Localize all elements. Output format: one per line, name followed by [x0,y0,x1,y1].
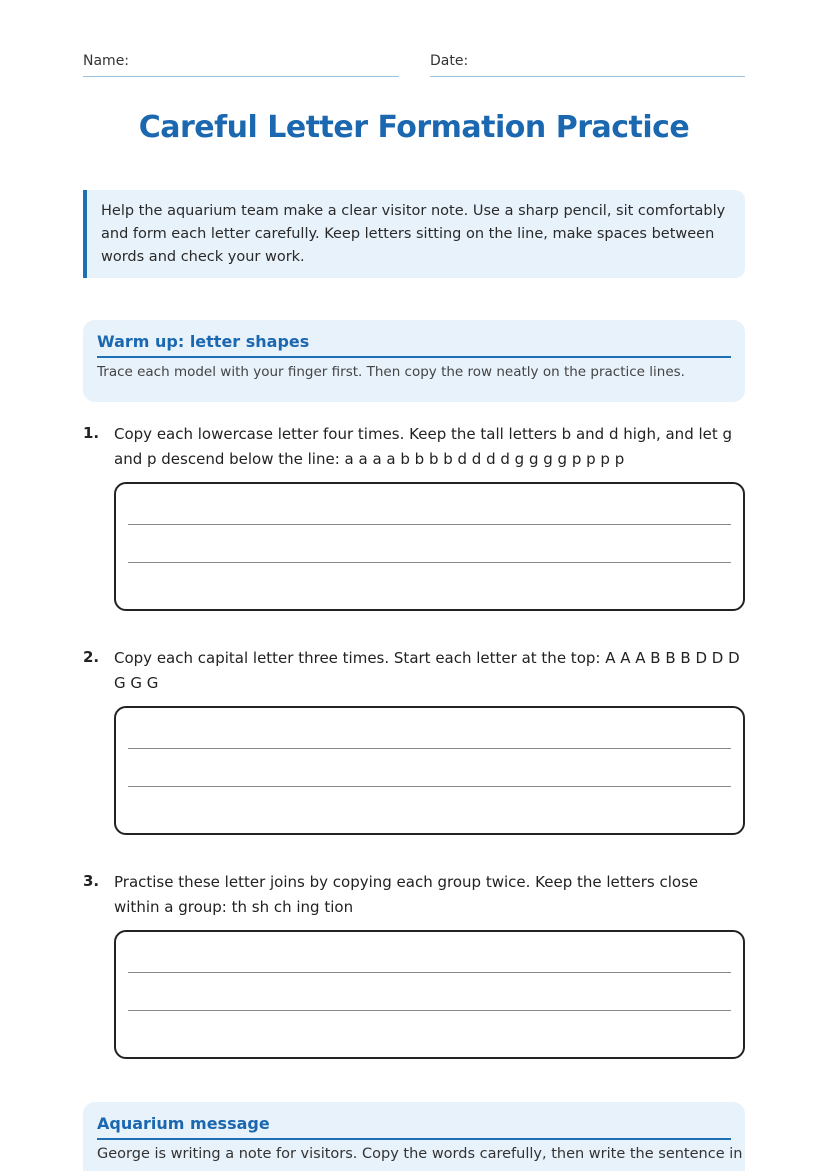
message-section [83,1102,745,1171]
message-instruction: George is writing a note for visitors. Copy the words carefully, then write the sentence in [97,1146,743,1162]
intro-callout: Help the aquarium team make a clear visitor note. Use a sharp pencil, sit comfortably and form each letter carefully. Keep letters sitting on the line, make spaces between words and check your work. [83,190,745,278]
writing-line [128,786,731,787]
answer-box-1[interactable] [114,482,745,611]
writing-line [128,1010,731,1011]
question-number: 2. [83,648,100,666]
question-number: 1. [83,424,100,442]
question-text: Copy each capital letter three times. Start each letter at the top: A A A B B B D D D G G G [114,649,740,692]
writing-line [128,524,731,525]
page-title: Careful Letter Formation Practice [138,110,690,145]
question-number: 3. [83,872,100,890]
writing-line [128,972,731,973]
question-text: Practise these letter joins by copying each group twice. Keep the letters close within a group: th sh ch ing tion [114,873,699,916]
warmup-instruction: Trace each model with your finger first. Then copy the row neatly on the practice lines. [97,364,685,380]
warmup-title: Warm up: letter shapes [97,332,731,358]
writing-line [128,748,731,749]
date-field[interactable] [430,76,745,77]
writing-line [128,562,731,563]
warmup-section [83,320,745,402]
message-title: Aquarium message [97,1114,731,1140]
date-label: Date: [430,53,469,69]
name-label: Name: [83,53,130,69]
answer-box-3[interactable] [114,930,745,1059]
question-text: Copy each lowercase letter four times. Keep the tall letters b and d high, and let g and p descend below the line: a a a a b b b b d d d d g g g g p p p p [114,425,733,468]
answer-box-2[interactable] [114,706,745,835]
name-field[interactable] [83,76,399,77]
